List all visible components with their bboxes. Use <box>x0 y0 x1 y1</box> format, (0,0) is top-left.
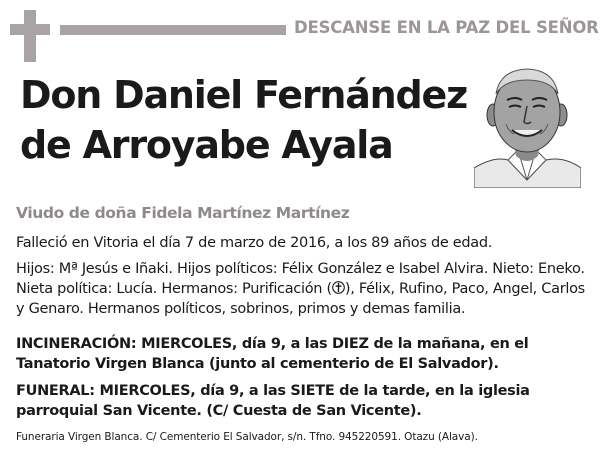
family-list-part-1: Hijos: Mª Jesús e Iñaki. Hijos políticos: Félix González e Isabel Alvira. Nieto: Eneko. Nieta política: Lucía. Hermanos: Purificación ( <box>16 261 585 297</box>
deceased-name-line-1: Don Daniel Fernández <box>20 73 467 117</box>
family-list-part-2: ), Félix, Rufino, Paco, Angel, Carlos y Genaro. Hermanos políticos, sobrinos, primos y demas familia. <box>16 281 585 317</box>
deceased-name-line-2: de Arroyabe Ayala <box>20 123 393 167</box>
funeral-home-footer: Funeraria Virgen Blanca. C/ Cementerio El Salvador, s/n. Tfno. 945220591. Otazu (Alava). <box>16 431 478 443</box>
deceased-portrait-photo <box>474 60 581 188</box>
family-list-text <box>16 259 591 319</box>
header-title: DESCANSE EN LA PAZ DEL SEÑOR <box>294 18 599 37</box>
deceased-name <box>20 70 467 170</box>
cremation-text: INCINERACIÓN: MIERCOLES, día 9, a las DIEZ de la mañana, en el Tanatorio Virgen Blanca (junto al cementerio de El Salvador). <box>16 336 529 372</box>
death-notice-text: Falleció en Vitoria el día 7 de marzo de 2016, a los 89 años de edad. <box>16 235 493 251</box>
funeral-text: FUNERAL: MIERCOLES, día 9, a las SIETE de la tarde, en la iglesia parroquial San Vicente. (C/ Cuesta de San Vicente). <box>16 383 530 419</box>
header-rule <box>60 25 286 35</box>
widower-of-line: Viudo de doña Fidela Martínez Martínez <box>16 204 350 222</box>
cross-in-circle-icon <box>332 280 345 295</box>
